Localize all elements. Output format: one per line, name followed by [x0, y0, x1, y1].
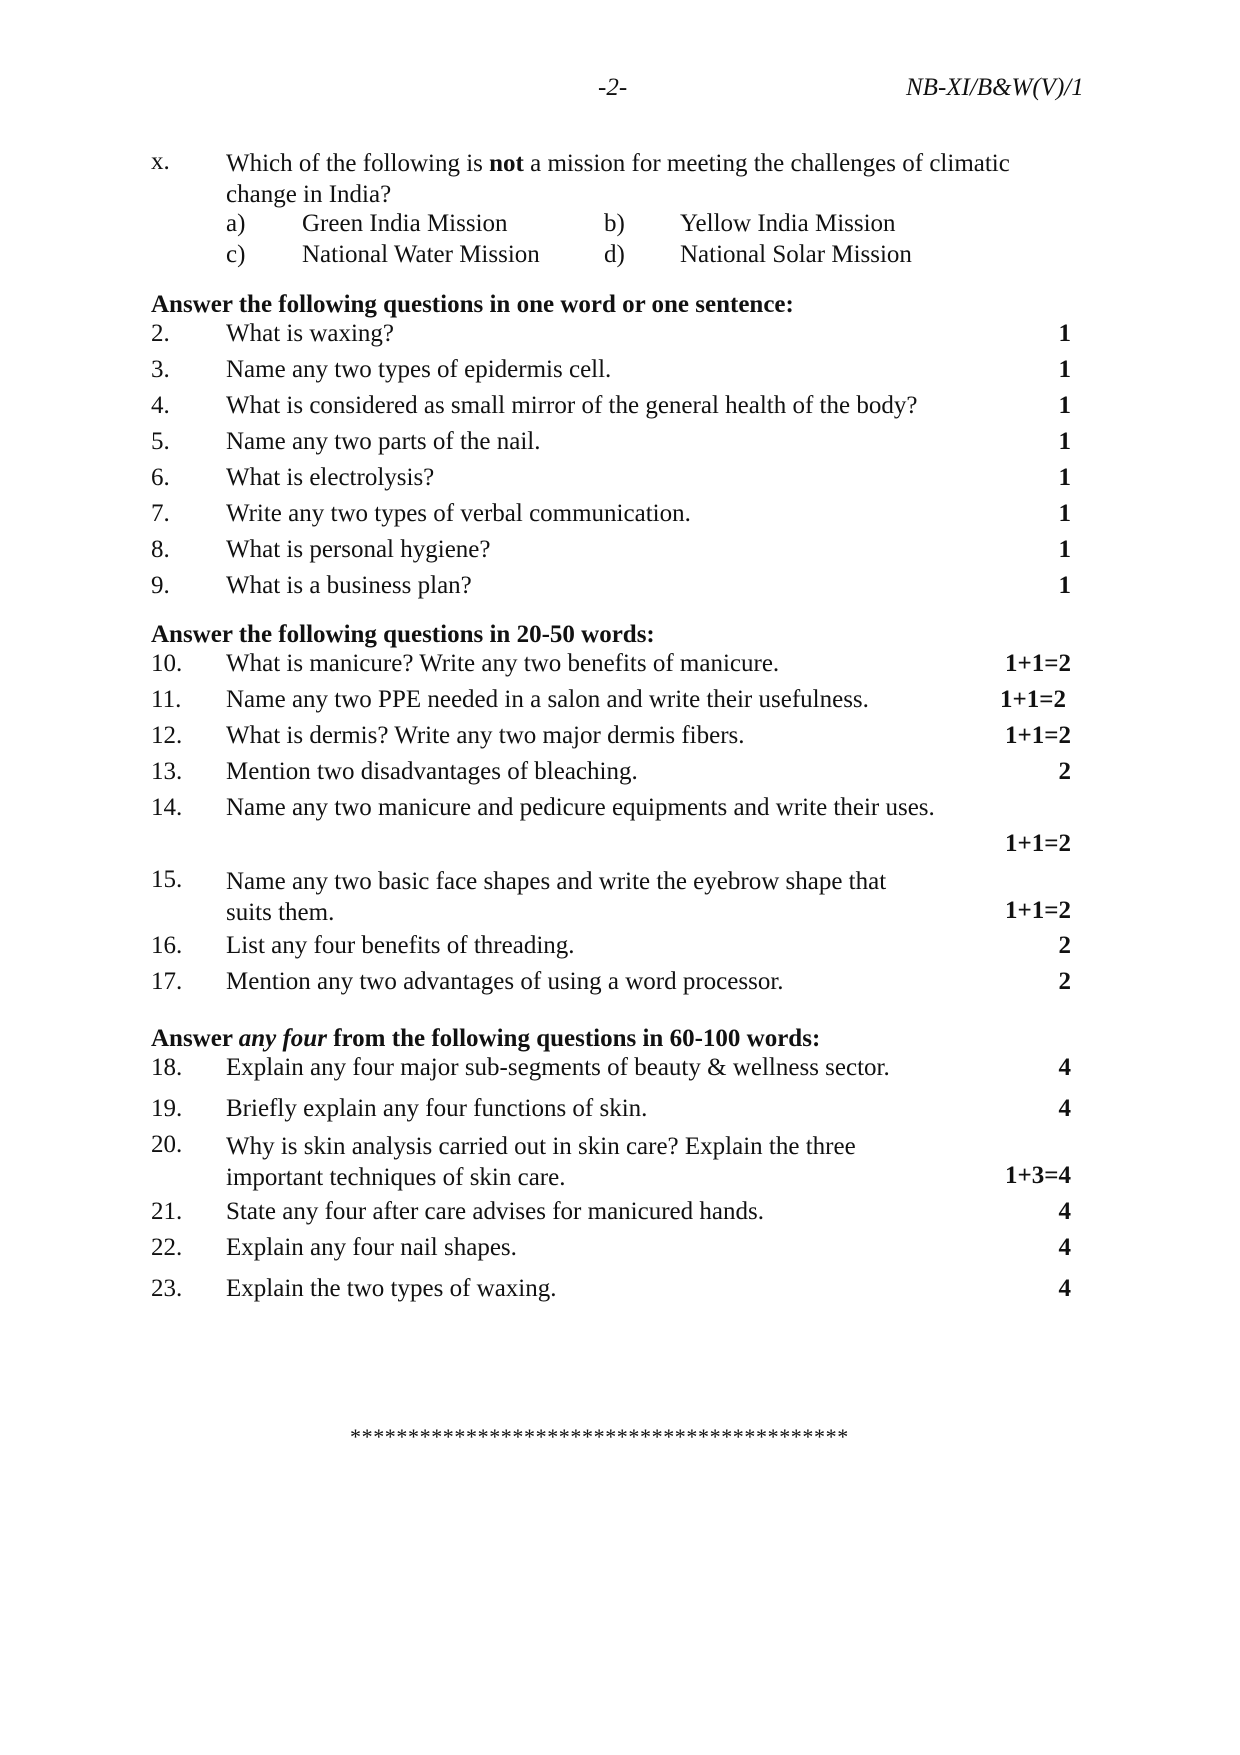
question-text: [226, 866, 986, 928]
question-row: [151, 1198, 1071, 1234]
question-number: 4.: [151, 392, 170, 419]
question-row: [151, 536, 1071, 572]
question-text-emphasis: not: [489, 150, 524, 177]
section-heading-emphasis: any four: [238, 1025, 327, 1052]
question-row: [151, 1234, 1071, 1275]
question-text-line: Name any two basic face shapes and write the eyebrow shape that: [226, 868, 887, 895]
option-letter: b): [604, 210, 625, 237]
question-number: 17.: [151, 968, 183, 995]
question-marks: 2: [1058, 968, 1071, 995]
question-text: What is dermis? Write any two major dermis fibers.: [226, 722, 745, 749]
question-text-line: suits them.: [226, 899, 335, 926]
question-text: What is electrolysis?: [226, 464, 435, 491]
question-number: 8.: [151, 536, 170, 563]
section-long-answer: [151, 1024, 1071, 1311]
question-text: Briefly explain any four functions of skin.: [226, 1095, 648, 1122]
question-text-line: Why is skin analysis carried out in skin care? Explain the three: [226, 1133, 856, 1160]
question-number: 5.: [151, 428, 170, 455]
question-text: What is a business plan?: [226, 572, 472, 599]
question-number: 14.: [151, 794, 183, 821]
question-number: 9.: [151, 572, 170, 599]
question-marks: 2: [1058, 932, 1071, 959]
question-marks: 1: [1058, 536, 1071, 563]
option-text: Yellow India Mission: [680, 210, 896, 237]
question-marks: 1+3=4: [1005, 1162, 1071, 1189]
question-number: 3.: [151, 356, 170, 383]
question-marks: 1: [1058, 392, 1071, 419]
question-row: [151, 932, 1071, 968]
section-heading-part: Answer: [151, 1025, 239, 1052]
question-marks: 1: [1058, 428, 1071, 455]
question-text: Write any two types of verbal communication.: [226, 500, 691, 527]
question-marks: 1+1=2: [1005, 830, 1071, 857]
question-number: 10.: [151, 650, 183, 677]
question-marks: 1+1=2: [1005, 722, 1071, 749]
question-text: Name any two PPE needed in a salon and write their usefulness.: [226, 686, 869, 713]
question-number: 2.: [151, 320, 170, 347]
question-marks: 1: [1058, 572, 1071, 599]
option-row: [226, 241, 1081, 272]
question-row: [151, 686, 1071, 722]
question-text: What is considered as small mirror of the general health of the body?: [226, 392, 918, 419]
question-text: Name any two parts of the nail.: [226, 428, 541, 455]
question-row: [151, 320, 1071, 356]
question-text: State any four after care advises for manicured hands.: [226, 1198, 764, 1225]
section-heading-part: from the following questions in 60-100 words:: [326, 1025, 821, 1052]
question-row: [151, 866, 1071, 932]
question-marks: 4: [1058, 1234, 1071, 1261]
question-text: Explain any four major sub-segments of beauty & wellness sector.: [226, 1054, 890, 1081]
question-text: What is personal hygiene?: [226, 536, 491, 563]
option-text: National Water Mission: [302, 241, 540, 268]
question-row: [151, 650, 1071, 686]
question-marks: 4: [1058, 1198, 1071, 1225]
page-number: -2-: [598, 74, 628, 101]
section-heading: Answer the following questions in one word or one sentence:: [151, 291, 794, 318]
question-row: [151, 500, 1071, 536]
end-of-paper-stars: *******************************************: [350, 1424, 849, 1449]
question-text: What is manicure? Write any two benefits of manicure.: [226, 650, 780, 677]
question-number: 13.: [151, 758, 183, 785]
option-text: Green India Mission: [302, 210, 508, 237]
question-marks: 4: [1058, 1275, 1071, 1302]
question-text: Name any two manicure and pedicure equipments and write their uses.: [226, 794, 935, 821]
question-row: [151, 572, 1071, 608]
question-row: [151, 1275, 1071, 1311]
option-letter: c): [226, 241, 246, 268]
section-heading: Answer the following questions in 20-50 words:: [151, 621, 655, 648]
question-row: [151, 464, 1071, 500]
question-row: [151, 1095, 1071, 1131]
question-number: 19.: [151, 1095, 183, 1122]
section-heading: [151, 1024, 1071, 1054]
question-number: 6.: [151, 464, 170, 491]
question-row: [151, 392, 1071, 428]
question-text: [226, 148, 1086, 210]
question-number: 23.: [151, 1275, 183, 1302]
question-marks: 1+1=2: [1000, 686, 1066, 713]
question-number: 15.: [151, 866, 183, 893]
question-marks: 4: [1058, 1095, 1071, 1122]
question-number: 18.: [151, 1054, 183, 1081]
option-letter: a): [226, 210, 246, 237]
question-text: [226, 1131, 986, 1193]
question-row: [151, 428, 1071, 464]
question-text: Mention two disadvantages of bleaching.: [226, 758, 638, 785]
question-number: 20.: [151, 1131, 183, 1158]
question-marks: 2: [1058, 758, 1071, 785]
question-number: 22.: [151, 1234, 183, 1261]
question-number: 7.: [151, 500, 170, 527]
question-marks: 1: [1058, 356, 1071, 383]
question-number: 11.: [151, 686, 182, 713]
question-row: [151, 794, 1071, 866]
question-text: Name any two types of epidermis cell.: [226, 356, 612, 383]
section-one-word: [151, 290, 1071, 608]
question-text: Explain the two types of waxing.: [226, 1275, 557, 1302]
paper-code: NB-XI/B&W(V)/1: [906, 74, 1084, 101]
section-short-answer: [151, 620, 1071, 1004]
question-marks: 1+1=2: [1005, 650, 1071, 677]
question-marks: 1: [1058, 464, 1071, 491]
question-row: [151, 1054, 1071, 1095]
question-text-part: a mission for meeting the challenges of climatic change in India?: [226, 150, 1010, 208]
question-marks: 4: [1058, 1054, 1071, 1081]
mcq-question: [151, 148, 1081, 272]
question-marks: 1+1=2: [1005, 897, 1071, 924]
question-number: x.: [151, 148, 170, 175]
question-row: [151, 758, 1071, 794]
question-row: [151, 968, 1071, 1004]
question-text: What is waxing?: [226, 320, 395, 347]
question-row: [151, 1131, 1071, 1198]
question-text-line: important techniques of skin care.: [226, 1164, 566, 1191]
question-number: 16.: [151, 932, 183, 959]
question-text: Explain any four nail shapes.: [226, 1234, 517, 1261]
question-text: List any four benefits of threading.: [226, 932, 575, 959]
question-row: [151, 722, 1071, 758]
question-text: Mention any two advantages of using a word processor.: [226, 968, 784, 995]
question-marks: 1: [1058, 500, 1071, 527]
option-text: National Solar Mission: [680, 241, 912, 268]
question-marks: 1: [1058, 320, 1071, 347]
question-number: 21.: [151, 1198, 183, 1225]
question-row: [151, 356, 1071, 392]
question-number: 12.: [151, 722, 183, 749]
question-text-part: Which of the following is: [226, 150, 490, 177]
option-row: [226, 210, 1081, 241]
option-letter: d): [604, 241, 625, 268]
